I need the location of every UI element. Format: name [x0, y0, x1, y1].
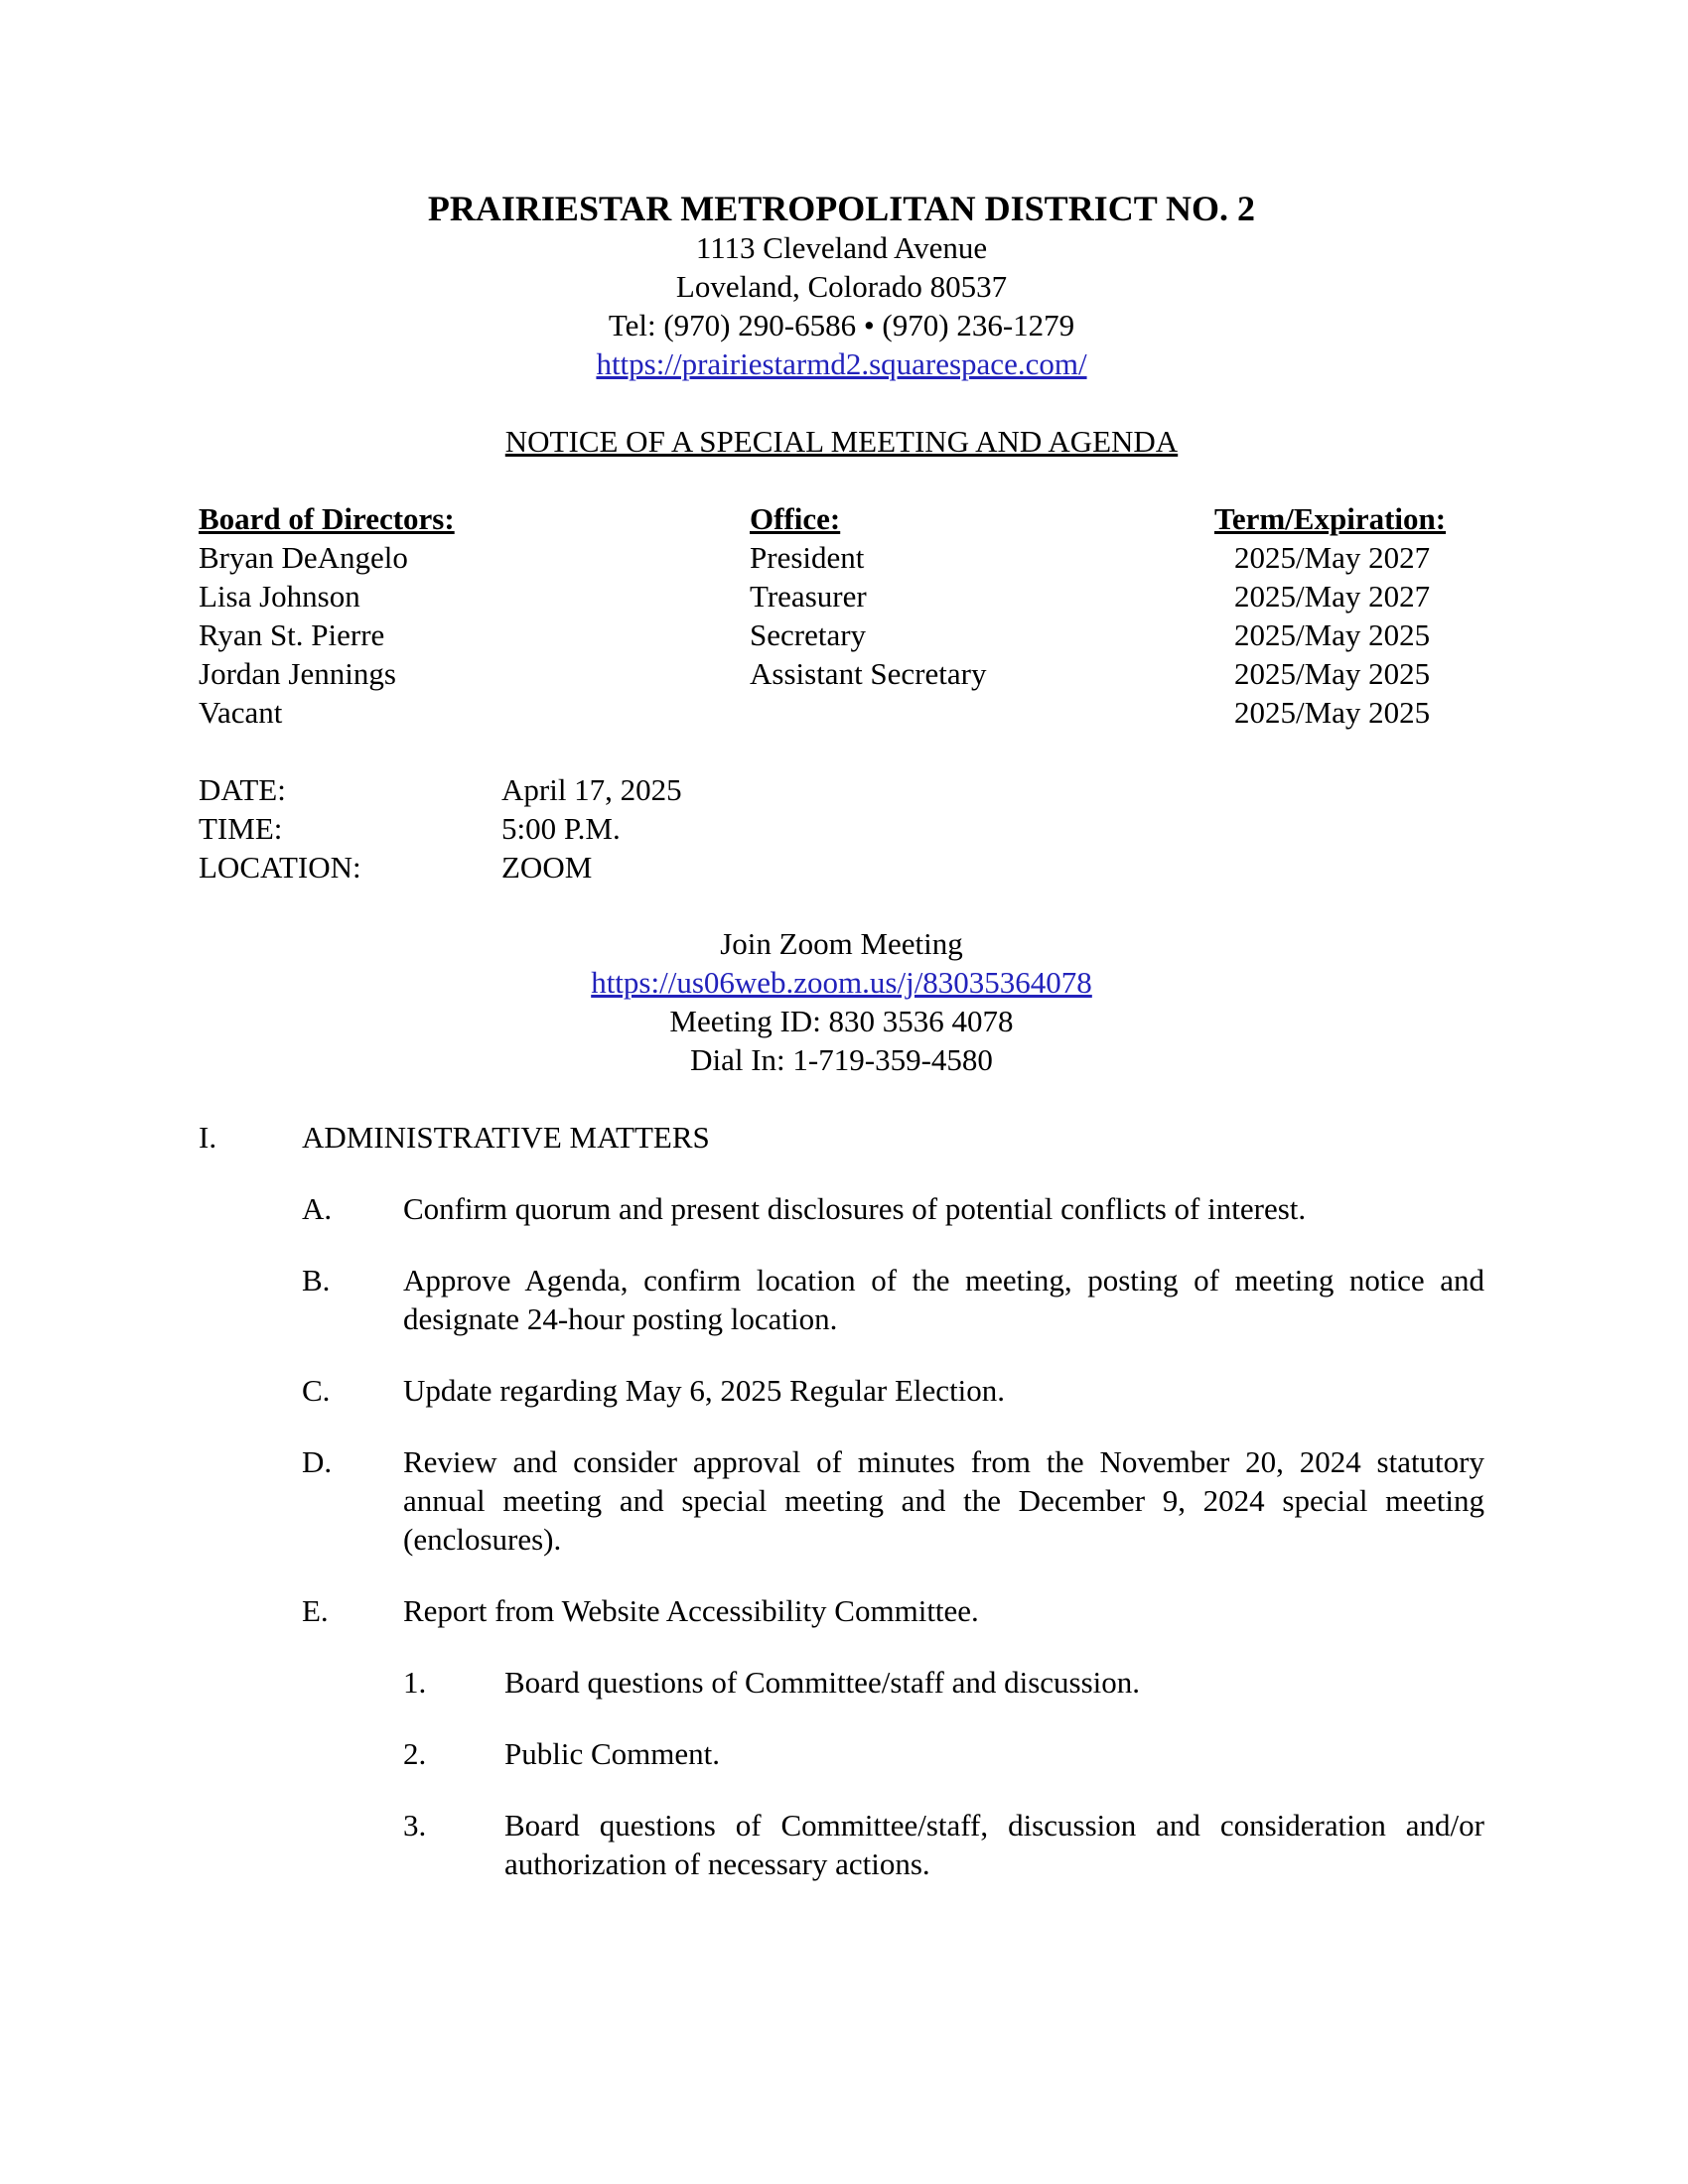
office-name: Assistant Secretary	[750, 656, 987, 691]
meeting-location-value: ZOOM	[501, 850, 593, 885]
agenda-item-b	[199, 1261, 1484, 1338]
item-marker: D.	[302, 1444, 333, 1479]
director-name: Bryan DeAngelo	[199, 540, 408, 575]
term-value: 2025/May 2027	[1234, 579, 1431, 614]
join-zoom-line: Join Zoom Meeting	[720, 926, 963, 961]
item-text: Confirm quorum and present disclosures of potential conflicts of interest.	[403, 1191, 1307, 1226]
director-name: Jordan Jennings	[199, 656, 396, 691]
item-marker: C.	[302, 1373, 331, 1408]
column-header-directors: Board of Directors:	[199, 501, 455, 536]
subitem-text: Board questions of Committee/staff, discussion and consideration and/or authorization of necessary actions.	[504, 1808, 1484, 1881]
dial-in-line: Dial In: 1-719-359-4580	[690, 1042, 993, 1077]
phone-line: Tel: (970) 290-6586 • (970) 236-1279	[608, 308, 1075, 342]
subitem-text: Public Comment.	[504, 1736, 720, 1771]
director-name: Ryan St. Pierre	[199, 617, 385, 652]
office-name: Treasurer	[750, 579, 867, 614]
agenda-subitem-2	[199, 1734, 1484, 1773]
item-text: Update regarding May 6, 2025 Regular Election.	[403, 1373, 1006, 1408]
item-text: Review and consider approval of minutes from the November 20, 2024 statutory annual meeting and special meeting and the December 9, 2024 special meeting (enclosures).	[403, 1444, 1484, 1557]
agenda	[199, 1118, 1484, 1883]
subitem-marker: 1.	[403, 1665, 427, 1700]
subitem-marker: 3.	[403, 1808, 427, 1843]
website-link[interactable]: https://prairiestarmd2.squarespace.com/	[596, 346, 1087, 381]
meeting-id-line: Meeting ID: 830 3536 4078	[669, 1004, 1014, 1038]
meeting-time-value: 5:00 P.M.	[501, 811, 621, 846]
agenda-subitem-3	[199, 1806, 1484, 1883]
agenda-subitem-1	[199, 1663, 1484, 1702]
board-table	[199, 499, 1484, 732]
item-marker: B.	[302, 1263, 331, 1297]
website-line	[199, 344, 1484, 383]
agenda-item-e	[199, 1591, 1484, 1630]
notice-heading: NOTICE OF A SPECIAL MEETING AND AGENDA	[504, 424, 1179, 459]
item-marker: E.	[302, 1593, 329, 1628]
office-name: Secretary	[750, 617, 867, 652]
office-name: President	[750, 540, 865, 575]
director-name: Vacant	[199, 695, 283, 730]
agenda-item-c	[199, 1371, 1484, 1410]
section-numeral: I.	[199, 1120, 217, 1155]
meeting-info	[199, 770, 1484, 887]
subitem-marker: 2.	[403, 1736, 427, 1771]
item-marker: A.	[302, 1191, 333, 1226]
term-value: 2025/May 2027	[1234, 540, 1431, 575]
agenda-item-a	[199, 1189, 1484, 1228]
term-value: 2025/May 2025	[1234, 695, 1431, 730]
letterhead	[199, 189, 1484, 383]
item-text: Report from Website Accessibility Committee.	[403, 1593, 979, 1628]
zoom-link-line	[199, 963, 1484, 1002]
meeting-time-label: TIME:	[199, 811, 283, 846]
item-text: Approve Agenda, confirm location of the meeting, posting of meeting notice and designate 24-hour posting location.	[403, 1263, 1484, 1336]
column-header-term: Term/Expiration:	[1214, 501, 1447, 536]
agenda-section-heading	[199, 1118, 1484, 1157]
zoom-meeting-link[interactable]: https://us06web.zoom.us/j/83035364078	[591, 965, 1092, 1000]
section-title: ADMINISTRATIVE MATTERS	[302, 1120, 710, 1155]
term-value: 2025/May 2025	[1234, 617, 1431, 652]
meeting-date-label: DATE:	[199, 772, 286, 807]
term-value: 2025/May 2025	[1234, 656, 1431, 691]
address-line-2: Loveland, Colorado 80537	[675, 269, 1008, 304]
zoom-info	[199, 924, 1484, 1079]
address-line-1: 1113 Cleveland Avenue	[695, 230, 988, 265]
column-header-office: Office:	[750, 501, 841, 536]
agenda-item-d	[199, 1442, 1484, 1559]
subitem-text: Board questions of Committee/staff and discussion.	[504, 1665, 1141, 1700]
document-title: PRAIRIESTAR METROPOLITAN DISTRICT NO. 2	[427, 189, 1256, 228]
office-name	[750, 693, 1214, 732]
director-name: Lisa Johnson	[199, 579, 360, 614]
meeting-location-label: LOCATION:	[199, 850, 361, 885]
meeting-date-value: April 17, 2025	[501, 772, 682, 807]
